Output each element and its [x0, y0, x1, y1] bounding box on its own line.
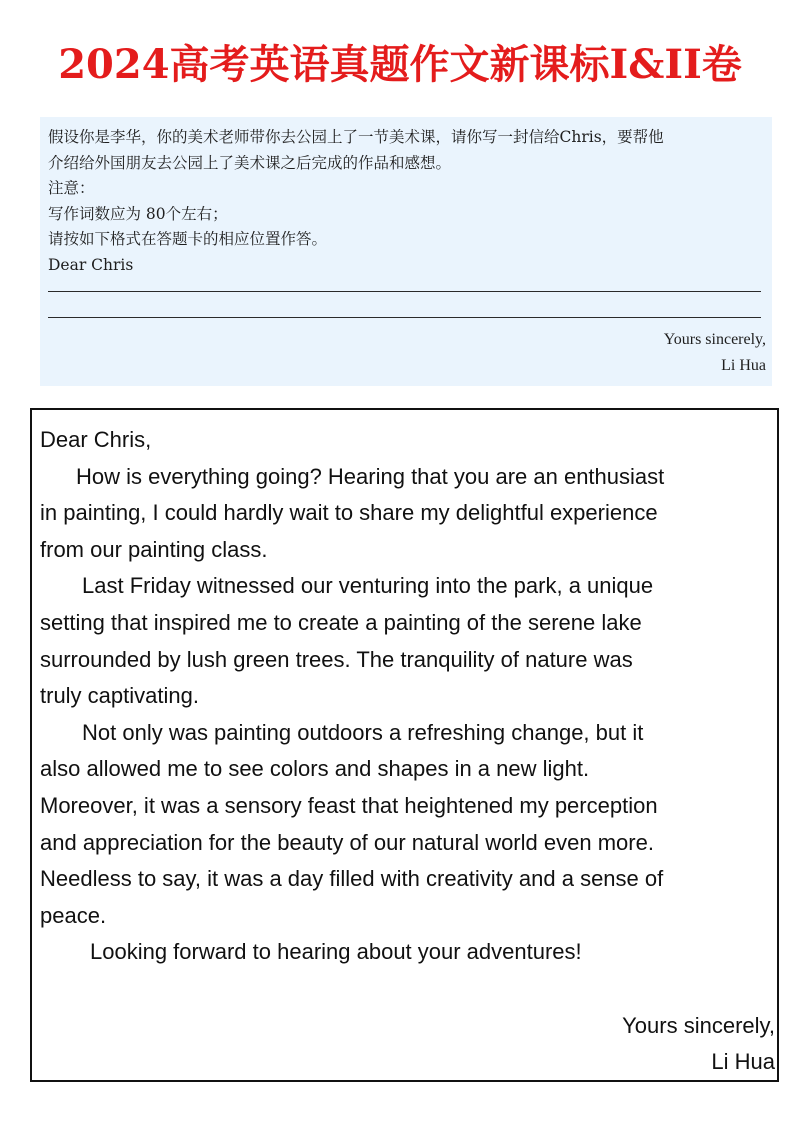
essay-line: Last Friday witnessed our venturing into the park, a unique — [82, 573, 654, 599]
prompt-closing: Yours sincerely, — [663, 331, 766, 348]
prompt-signature: Li Hua — [721, 357, 766, 374]
essay-line: and appreciation for the beauty of our natural world even more. — [40, 829, 654, 855]
essay-line: also allowed me to see colors and shapes in a new light. — [40, 756, 590, 782]
essay-closing: Yours sincerely, — [622, 1012, 775, 1038]
essay-signature: Li Hua — [711, 1049, 775, 1075]
essay-line: Moreover, it was a sensory feast that heightened my perception — [40, 792, 658, 818]
essay-line: peace. — [40, 902, 107, 928]
essay-line: How is everything going? Hearing that you are an enthusiast — [76, 463, 665, 489]
essay-spacer — [40, 971, 775, 1008]
essay-text — [40, 422, 775, 1081]
answer-line — [48, 291, 761, 292]
prompt-note-heading: 注意： — [48, 179, 95, 197]
prompt-salutation: Dear Chris — [48, 255, 134, 274]
page-title: 2024高考英语真题作文新课标I&II卷 — [58, 41, 742, 88]
prompt-line: 假设你是李华，你的美术老师带你去公园上了一节美术课，请你写一封信给Chris，要帮他 — [48, 128, 664, 146]
prompt-text — [48, 125, 770, 278]
writing-prompt-box — [40, 117, 772, 386]
essay-line: in painting, I could hardly wait to share my delightful experience — [40, 500, 658, 526]
prompt-note-word-count: 写作词数应为 80个左右； — [48, 204, 228, 223]
essay-line: Looking forward to hearing about your adventures! — [90, 939, 582, 965]
essay-line: surrounded by lush green trees. The tranquility of nature was — [40, 646, 633, 672]
essay-line: setting that inspired me to create a painting of the serene lake — [40, 609, 642, 635]
essay-line: truly captivating. — [40, 683, 199, 709]
essay-box — [30, 408, 779, 1082]
answer-line — [48, 317, 761, 318]
essay-salutation: Dear Chris, — [40, 427, 152, 452]
prompt-note-format: 请按如下格式在答题卡的相应位置作答。 — [48, 230, 328, 248]
essay-line: Not only was painting outdoors a refreshing change, but it — [82, 719, 644, 745]
prompt-line: 介绍给外国朋友去公园上了美术课之后完成的作品和感想。 — [48, 153, 452, 172]
essay-line: from our painting class. — [40, 536, 268, 562]
essay-line: Needless to say, it was a day filled with creativity and a sense of — [40, 866, 664, 892]
